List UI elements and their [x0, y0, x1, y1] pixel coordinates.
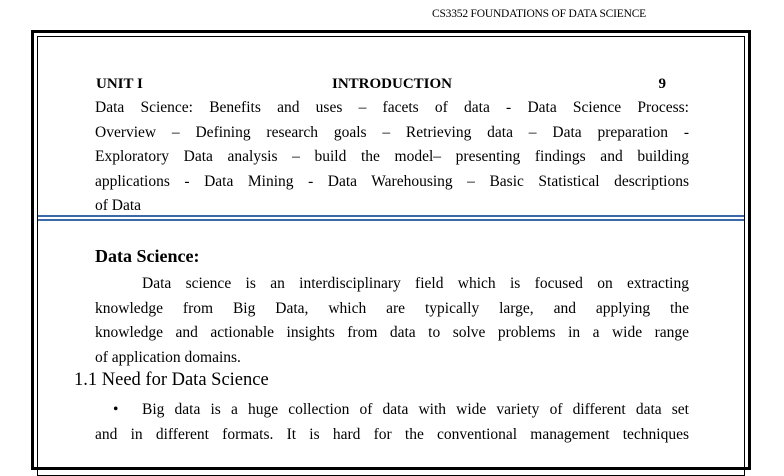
paragraph-line: Data science is an interdisciplinary field which is focused on extracting: [142, 275, 689, 292]
running-header: CS3352 FOUNDATIONS OF DATA SCIENCE: [432, 8, 647, 20]
bullet-text: Big data is a huge collection of data with wide variety of different data set: [142, 401, 689, 418]
section-divider: [38, 215, 744, 221]
syllabus-line: Overview – Defining research goals – Retrieving data – Data preparation -: [95, 123, 689, 141]
unit-title: INTRODUCTION: [332, 76, 453, 92]
bullet-line: [95, 398, 689, 423]
syllabus-line: Data Science: Benefits and uses – facets of data - Data Science Process:: [95, 99, 689, 116]
syllabus-line: Exploratory Data analysis – build the model– presenting findings and building: [95, 148, 689, 165]
bullet-line: and in different formats. It is hard for the conventional management techniques: [95, 425, 689, 443]
section-heading: Data Science:: [95, 246, 200, 266]
unit-title-line: [96, 76, 666, 96]
paragraph-line: of application domains.: [95, 348, 241, 366]
paragraph-line: knowledge from Big Data, which are typically large, and applying the: [95, 299, 689, 317]
subsection-heading: 1.1 Need for Data Science: [74, 370, 269, 390]
bullet-item: [95, 398, 689, 447]
syllabus-text: [95, 96, 689, 219]
unit-hours: 9: [658, 76, 666, 92]
bullet-icon: •: [113, 401, 119, 418]
paragraph-line: knowledge and actionable insights from data to solve problems in a wide range: [95, 324, 689, 341]
unit-label: UNIT I: [96, 76, 143, 92]
syllabus-line: of Data: [95, 197, 142, 214]
section-paragraph: [95, 272, 689, 370]
syllabus-line: applications - Data Mining - Data Warehousing – Basic Statistical descriptions: [95, 172, 689, 190]
